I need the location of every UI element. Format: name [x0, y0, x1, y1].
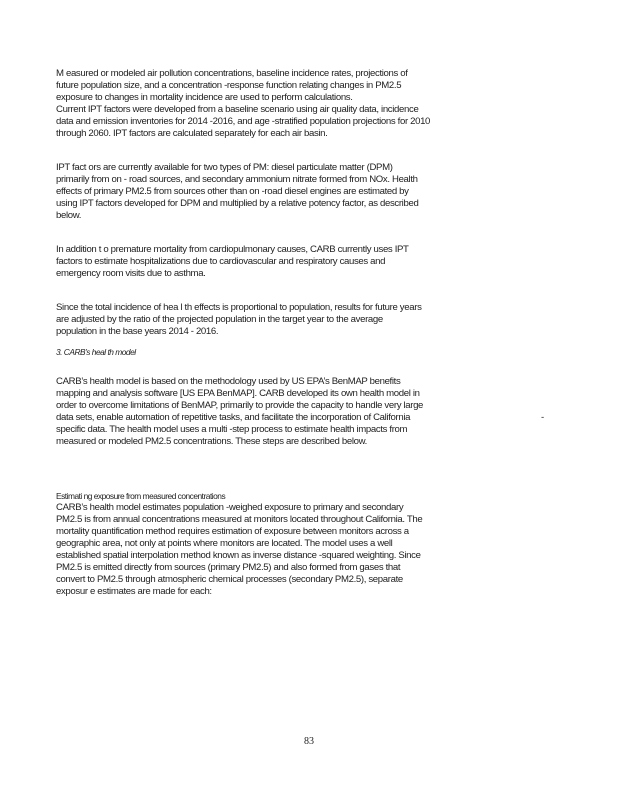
body-text-line: convert to PM2.5 through atmospheric chemical processes (secondary PM2.5), separate	[56, 574, 403, 585]
body-text-line: order to overcome limitations of BenMAP, primarily to provide the capacity to handle very large	[56, 400, 424, 411]
page-number: 83	[304, 736, 314, 747]
body-text-line: In addition t o premature mortality from cardiopulmonary causes, CARB currently uses IPT	[56, 244, 409, 255]
body-text-line: population in the base years 2014 - 2016.	[56, 326, 219, 337]
body-text-line: CARB’s health model is based on the methodology used by US EPA’s BenMAP benefits	[56, 376, 401, 387]
body-text-line: are adjusted by the ratio of the projected population in the target year to the average	[56, 314, 383, 325]
body-text-line: PM2.5 is emitted directly from sources (primary PM2.5) and also formed from gases that	[56, 562, 401, 573]
body-text-line: geographic area, not only at points where monitors are located. The model uses a well	[56, 538, 393, 549]
body-text-line: factors to estimate hospitalizations due to cardiovascular and respiratory causes and	[56, 256, 386, 267]
body-text-line: effects of primary PM2.5 from sources other than on -road diesel engines are estimated by	[56, 186, 409, 197]
body-text-line: PM2.5 is from annual concentrations measured at monitors located throughout California. The	[56, 514, 423, 525]
body-text-line: emergency room visits due to asthma.	[56, 268, 206, 279]
body-text-line: through 2060. IPT factors are calculated separately for each air basin.	[56, 128, 328, 139]
body-text-line: Current IPT factors were developed from a baseline scenario using air quality data, incidence	[56, 104, 419, 115]
body-text-line: data sets, enable automation of repetitive tasks, and facilitate the incorporation of California	[56, 412, 411, 423]
body-text-line: IPT fact ors are currently available for two types of PM: diesel particulate matter (DPM)	[56, 162, 393, 173]
body-text-line: M easured or modeled air pollution concentrations, baseline incidence rates, projections of	[56, 68, 408, 79]
body-text-line: primarily from on - road sources, and secondary ammonium nitrate formed from NOx. Health	[56, 174, 418, 185]
body-text-line: exposure to changes in mortality incidence are used to perform calculations.	[56, 92, 353, 103]
body-text-line: CARB’s health model estimates population -weighed exposure to primary and secondary	[56, 502, 404, 513]
body-text-line: data and emission inventories for 2014 -2016, and age -stratified population projections for 2010	[56, 116, 431, 127]
body-text-line: future population size, and a concentration -response function relating changes in PM2.5	[56, 80, 402, 91]
body-text-line: mortality quantification method requires estimation of exposure between monitors across a	[56, 526, 409, 537]
subsection-heading: Estimati ng exposure from measured concentrations	[56, 491, 226, 501]
body-text-line: Since the total incidence of hea l th effects is proportional to population, results for future years	[56, 302, 422, 313]
line-continuation-dash: -	[541, 412, 544, 423]
body-text-line: exposur e estimates are made for each:	[56, 586, 212, 597]
body-text-line: mapping and analysis software [US EPA BenMAP]. CARB developed its own health model in	[56, 388, 420, 399]
body-text-line: measured or modeled PM2.5 concentrations. These steps are described below.	[56, 436, 367, 447]
section-heading: 3. CARB’s heal th model	[56, 347, 136, 357]
body-text-line: specific data. The health model uses a multi -step process to estimate health impacts from	[56, 424, 408, 435]
body-text-line: below.	[56, 210, 82, 221]
body-text-line: established spatial interpolation method known as inverse distance -squared weighting. Since	[56, 550, 421, 561]
body-text-line: using IPT factors developed for DPM and multiplied by a relative potency factor, as described	[56, 198, 419, 209]
